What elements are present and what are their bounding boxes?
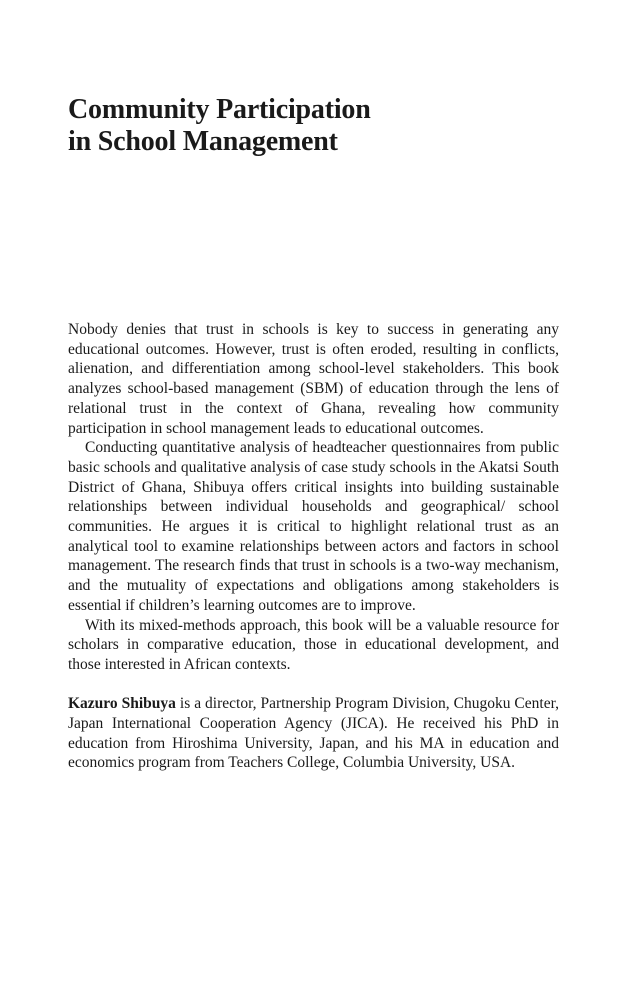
description-paragraph-1: Nobody denies that trust in schools is key to success in generating any educational outcomes. However, trust is often eroded, resulting in conflicts, alienation, and differentiation among school-level stakeholders. This book analyzes school-based management (SBM) of education through the lens of relational trust in the context of Ghana, revealing how community participation in school management leads to educational outcomes.	[68, 321, 559, 437]
author-bio-text: is a director, Partnership Program Division, Chugoku Center, Japan International Cooperation Agency (JICA). He received his PhD in education from Hiroshima University, Japan, and his MA in education and economics program from Teachers College, Columbia University, USA.	[68, 695, 559, 772]
description-paragraph-2: Conducting quantitative analysis of headteacher questionnaires from public basic schools and qualitative analysis of case study schools in the Akatsi South District of Ghana, Shibuya offers critical insights into building sustainable relationships between individual households and geographical/ school communities. He argues it is critical to highlight relational trust as an analytical tool to examine relationships between actors and factors in school management. The research finds that trust in schools is a two-way mechanism, and the mutuality of expectations and obligations among stakeholders is essential if children’s learning outcomes are to improve.	[68, 439, 559, 614]
book-title-line-2: in School Management	[68, 126, 338, 157]
book-title-line-1: Community Participation	[68, 94, 371, 125]
author-bio	[68, 694, 559, 773]
author-name: Kazuro Shibuya	[68, 695, 176, 713]
book-title	[68, 94, 568, 158]
description-paragraph-3: With its mixed-methods approach, this book will be a valuable resource for scholars in comparative education, those in educational development, and those interested in African contexts.	[68, 616, 559, 673]
book-description	[68, 320, 559, 773]
